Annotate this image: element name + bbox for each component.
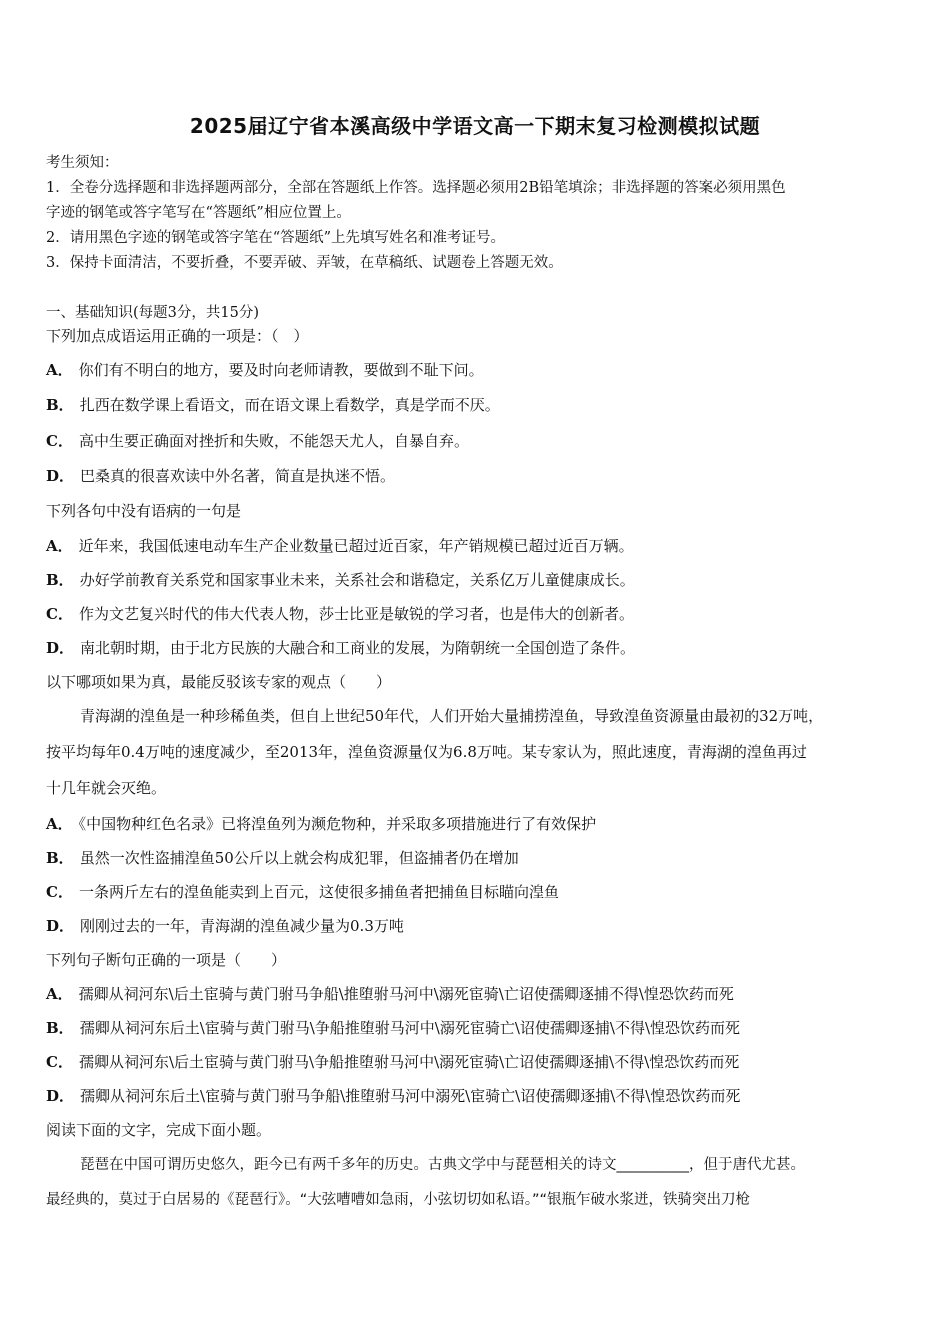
option-text: 孺卿从祠河东\后土宦骑与黄门驸马\争船推堕驸马河中\溺死宦骑\亡诏使孺卿逐捕\不得\惶恐饮药而死	[78, 1053, 740, 1071]
option-letter: B．	[46, 396, 74, 414]
option-text: 孺卿从祠河东后土\宦骑与黄门驸马争船\推堕驸马河中溺死\宦骑亡\诏使孺卿逐捕\不得\惶恐饮药而死	[80, 1087, 741, 1105]
option-letter: C．	[46, 605, 73, 623]
option-letter: A．	[46, 985, 73, 1003]
exam-title: 2025届辽宁省本溪高级中学语文高一下期末复习检测模拟试题	[189, 114, 761, 138]
reading-instruction: 阅读下面的文字，完成下面小题。	[46, 1121, 272, 1139]
question-stem: 以下哪项如果为真，最能反驳该专家的观点（ ）	[46, 673, 392, 691]
option-b	[46, 569, 635, 591]
reading-passage-line: 最经典的，莫过于白居易的《琵琶行》。“大弦嘈嘈如急雨，小弦切切如私语。”“银瓶乍破水浆迸，铁骑突出刀枪	[46, 1192, 751, 1208]
notice-item-2: 2．请用黑色字迹的钢笔或答字笔在“答题纸”上先填写姓名和准考证号。	[46, 230, 506, 246]
option-a	[46, 983, 734, 1005]
option-d	[46, 1085, 740, 1107]
option-letter: D．	[46, 467, 75, 485]
option-a	[46, 813, 596, 835]
option-text: 孺卿从祠河东\后土宦骑与黄门驸马争船\推堕驸马河中\溺死宦骑\亡诏使孺卿逐捕不得\惶恐饮药而死	[78, 985, 734, 1003]
notice-item-1-cont: 字迹的钢笔或答字笔写在“答题纸”相应位置上。	[46, 205, 351, 221]
option-text: 一条两斤左右的湟鱼能卖到上百元，这使很多捕鱼者把捕鱼目标瞄向湟鱼	[78, 883, 559, 901]
section-heading: 一、基础知识(每题3分，共15分)	[46, 305, 259, 321]
option-text: 近年来，我国低速电动车生产企业数量已超过近百家，年产销规模已超过近百万辆。	[78, 537, 634, 555]
question-stem: 下列句子断句正确的一项是（ ）	[46, 951, 287, 969]
option-letter: B．	[46, 1019, 74, 1037]
notice-item-3: 3．保持卡面清洁，不要折叠，不要弄破、弄皱，在草稿纸、试题卷上答题无效。	[46, 255, 563, 271]
option-letter: A．	[46, 361, 73, 379]
reading-passage-line: 琵琶在中国可谓历史悠久，距今已有两千多年的历史。古典文学中与琵琶相关的诗文__________，但于唐代尤甚。	[80, 1157, 805, 1173]
option-letter: A．	[46, 815, 73, 833]
option-text: 办好学前教育关系党和国家事业未来，关系社会和谐稳定，关系亿万儿童健康成长。	[79, 571, 635, 589]
option-text: 高中生要正确面对挫折和失败，不能怨天尤人，自暴自弃。	[78, 432, 469, 450]
option-c	[46, 603, 634, 625]
question-stem: 下列各句中没有语病的一句是	[46, 502, 242, 520]
option-letter: D．	[46, 639, 75, 657]
option-letter: B．	[46, 849, 74, 867]
option-text: 《中国物种红色名录》已将湟鱼列为濒危物种，并采取多项措施进行了有效保护	[78, 815, 597, 833]
option-letter: B．	[46, 571, 74, 589]
option-d	[46, 915, 404, 937]
option-letter: D．	[46, 917, 75, 935]
option-d	[46, 465, 395, 487]
question-stem: 下列加点成语运用正确的一项是：（ ）	[46, 327, 309, 345]
option-letter: D．	[46, 1087, 75, 1105]
passage-line: 青海湖的湟鱼是一种珍稀鱼类，但自上世纪50年代，人们开始大量捕捞湟鱼，导致湟鱼资源量由最初的32万吨，	[80, 707, 824, 725]
option-d	[46, 637, 635, 659]
option-c	[46, 881, 559, 903]
option-text: 你们有不明白的地方，要及时向老师请教，要做到不耻下问。	[78, 361, 484, 379]
option-a	[46, 359, 484, 381]
option-text: 巴桑真的很喜欢读中外名著，简直是执迷不悟。	[80, 467, 396, 485]
option-c	[46, 1051, 739, 1073]
notice-heading: 考生须知：	[46, 155, 119, 171]
option-b	[46, 1017, 740, 1039]
passage-line: 十几年就会灭绝。	[46, 779, 167, 797]
option-c	[46, 430, 469, 452]
option-a	[46, 535, 634, 557]
option-text: 南北朝时期，由于北方民族的大融合和工商业的发展，为隋朝统一全国创造了条件。	[80, 639, 636, 657]
option-text: 孺卿从祠河东后土\宦骑与黄门驸马\争船推堕驸马河中\溺死宦骑亡\诏使孺卿逐捕\不得\惶恐饮药而死	[79, 1019, 741, 1037]
option-letter: C．	[46, 883, 73, 901]
option-text: 刚刚过去的一年，青海湖的湟鱼减少量为0.3万吨	[80, 917, 404, 935]
option-b	[46, 847, 519, 869]
option-text: 虽然一次性盗捕湟鱼50公斤以上就会构成犯罪，但盗捕者仍在增加	[79, 849, 519, 867]
passage-line: 按平均每年0.4万吨的速度减少，至2013年，湟鱼资源量仅为6.8万吨。某专家认为，照此速度，青海湖的湟鱼再过	[46, 743, 807, 761]
option-text: 扎西在数学课上看语文，而在语文课上看数学，真是学而不厌。	[79, 396, 500, 414]
option-letter: A．	[46, 537, 73, 555]
option-letter: C．	[46, 1053, 73, 1071]
notice-item-1: 1．全卷分选择题和非选择题两部分，全部在答题纸上作答。选择题必须用2B铅笔填涂；非选择题的答案必须用黑色	[46, 180, 786, 196]
option-letter: C．	[46, 432, 73, 450]
option-b	[46, 394, 500, 416]
option-text: 作为文艺复兴时代的伟大代表人物，莎士比亚是敏锐的学习者，也是伟大的创新者。	[78, 605, 634, 623]
